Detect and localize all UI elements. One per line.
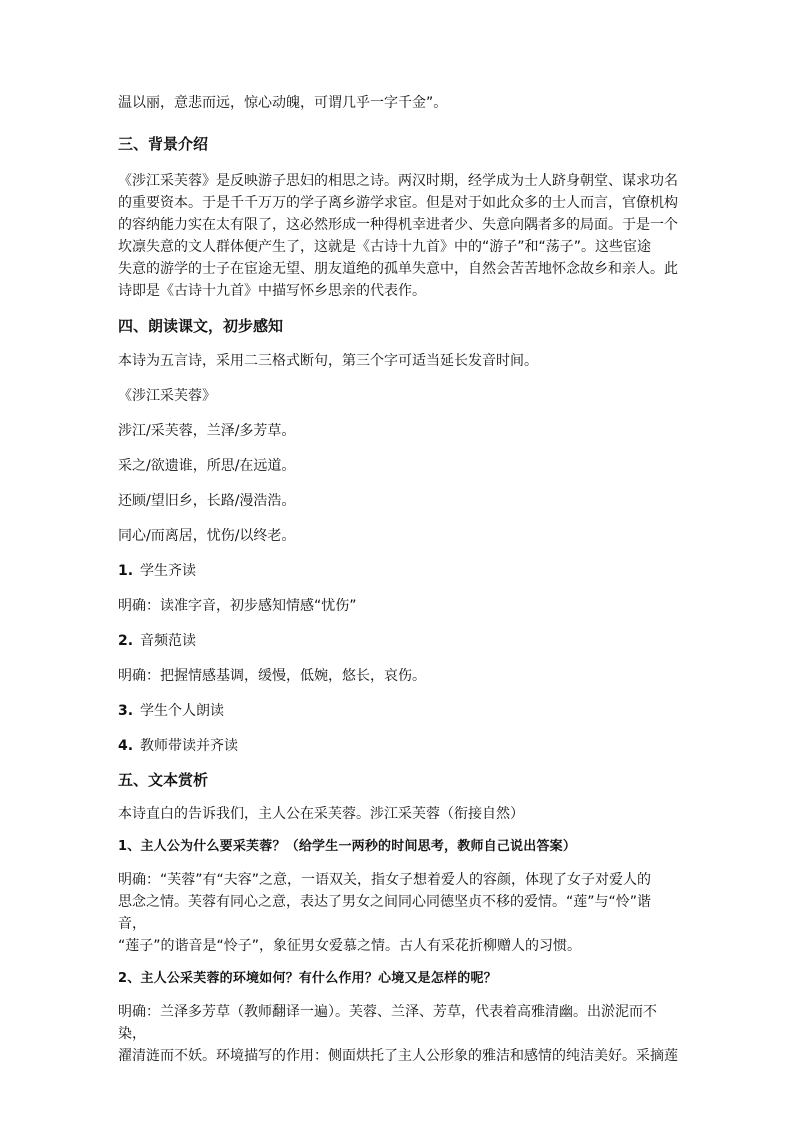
answer-line: 明确：“芙蓉”有“夫容”之意，一语双关，指女子想着爱人的容颜，体现了女子对爱人的 — [118, 872, 652, 888]
list-number: 4. — [118, 738, 134, 754]
reading-intro: 本诗为五言诗，采用二三格式断句，第三个字可适当延长发音时间。 — [118, 353, 538, 369]
clarification-2: 明确：把握情感基调，缓慢，低婉，悠长，哀伤。 — [118, 668, 426, 684]
section-heading-appreciation: 五、文本赏析 — [118, 771, 209, 789]
clarification-1: 明确：读准字音，初步感知情感“忧伤” — [118, 598, 357, 614]
list-item — [118, 735, 678, 757]
poem-title: 《涉江采芙蓉》 — [118, 388, 216, 404]
answer-2 — [118, 1001, 678, 1067]
list-label: 学生齐读 — [140, 563, 196, 579]
list-label: 教师带读并齐读 — [140, 738, 238, 754]
answer-line: 濯清涟而不妖。环境描写的作用：侧面烘托了主人公形象的雅洁和感情的纯洁美好。采摘莲 — [118, 1048, 678, 1064]
list-number: 1. — [118, 563, 134, 579]
answer-line: “莲子”的谐音是“怜子”，象征男女爱慕之情。古人有采花折柳赠人的习惯。 — [118, 938, 582, 954]
list-item — [118, 630, 678, 652]
document-page — [118, 92, 678, 1067]
poem-line: 采之/欲遗谁，所思/在远道。 — [118, 458, 296, 474]
background-line: 的容纳能力实在太有限了，这必然形成一种得机幸进者少、失意向隅者多的局面。于是一个 — [118, 217, 678, 233]
list-item — [118, 560, 678, 582]
answer-line: 明确：兰泽多芳草（教师翻译一遍）。芙蓉、兰泽、芳草，代表着高雅清幽。出淤泥而不染， — [118, 1004, 657, 1042]
question-1: 1、主人公为什么要采芙蓉？（给学生一两秒的时间思考，教师自己说出答案） — [118, 839, 577, 854]
background-line: 的重要资本。于是千千万万的学子离乡游学求宦。但是对于如此众多的士人而言，官僚机构 — [118, 195, 678, 211]
poem-line: 同心/而离居，忧伤/以终老。 — [118, 528, 296, 544]
section-heading-reading: 四、朗读课文，初步感知 — [118, 317, 284, 335]
poem-line: 涉江/采芙蓉，兰泽/多芳草。 — [118, 423, 296, 439]
section-heading-background: 三、背景介绍 — [118, 135, 209, 153]
background-paragraph — [118, 170, 678, 302]
background-line: 坎凛失意的文人群体便产生了，这就是《古诗十九首》中的“游子”和“荡子”。这些宦途 — [118, 239, 652, 255]
quote-closing-line: 温以丽，意悲而远，惊心动魄，可谓几乎一字千金”。 — [118, 95, 448, 111]
question-2: 2、主人公采芙蓉的环境如何？有什么作用？心境又是怎样的呢？ — [118, 971, 497, 986]
list-item — [118, 700, 678, 722]
background-line: 诗即是《古诗十九首》中描写怀乡思亲的代表作。 — [118, 283, 426, 299]
answer-1 — [118, 869, 678, 957]
answer-line: 思念之情。芙蓉有同心之意，表达了男女之间同心同德坚贞不移的爱情。“莲”与“怜”谐音， — [118, 894, 652, 932]
poem-line: 还顾/望旧乡，长路/漫浩浩。 — [118, 493, 296, 509]
list-number: 2. — [118, 633, 134, 649]
list-label: 音频范读 — [140, 633, 196, 649]
background-line: 失意的游学的士子在宦途无望、朋友道绝的孤单失意中，自然会苦苦地怀念故乡和亲人。此 — [118, 261, 678, 277]
appreciation-intro: 本诗直白的告诉我们，主人公在采芙蓉。涉江采芙蓉（衔接自然） — [118, 806, 524, 822]
list-label: 学生个人朗读 — [140, 703, 224, 719]
list-number: 3. — [118, 703, 134, 719]
background-line: 《涉江采芙蓉》是反映游子思妇的相思之诗。两汉时期，经学成为士人跻身朝堂、谋求功名 — [118, 173, 678, 189]
